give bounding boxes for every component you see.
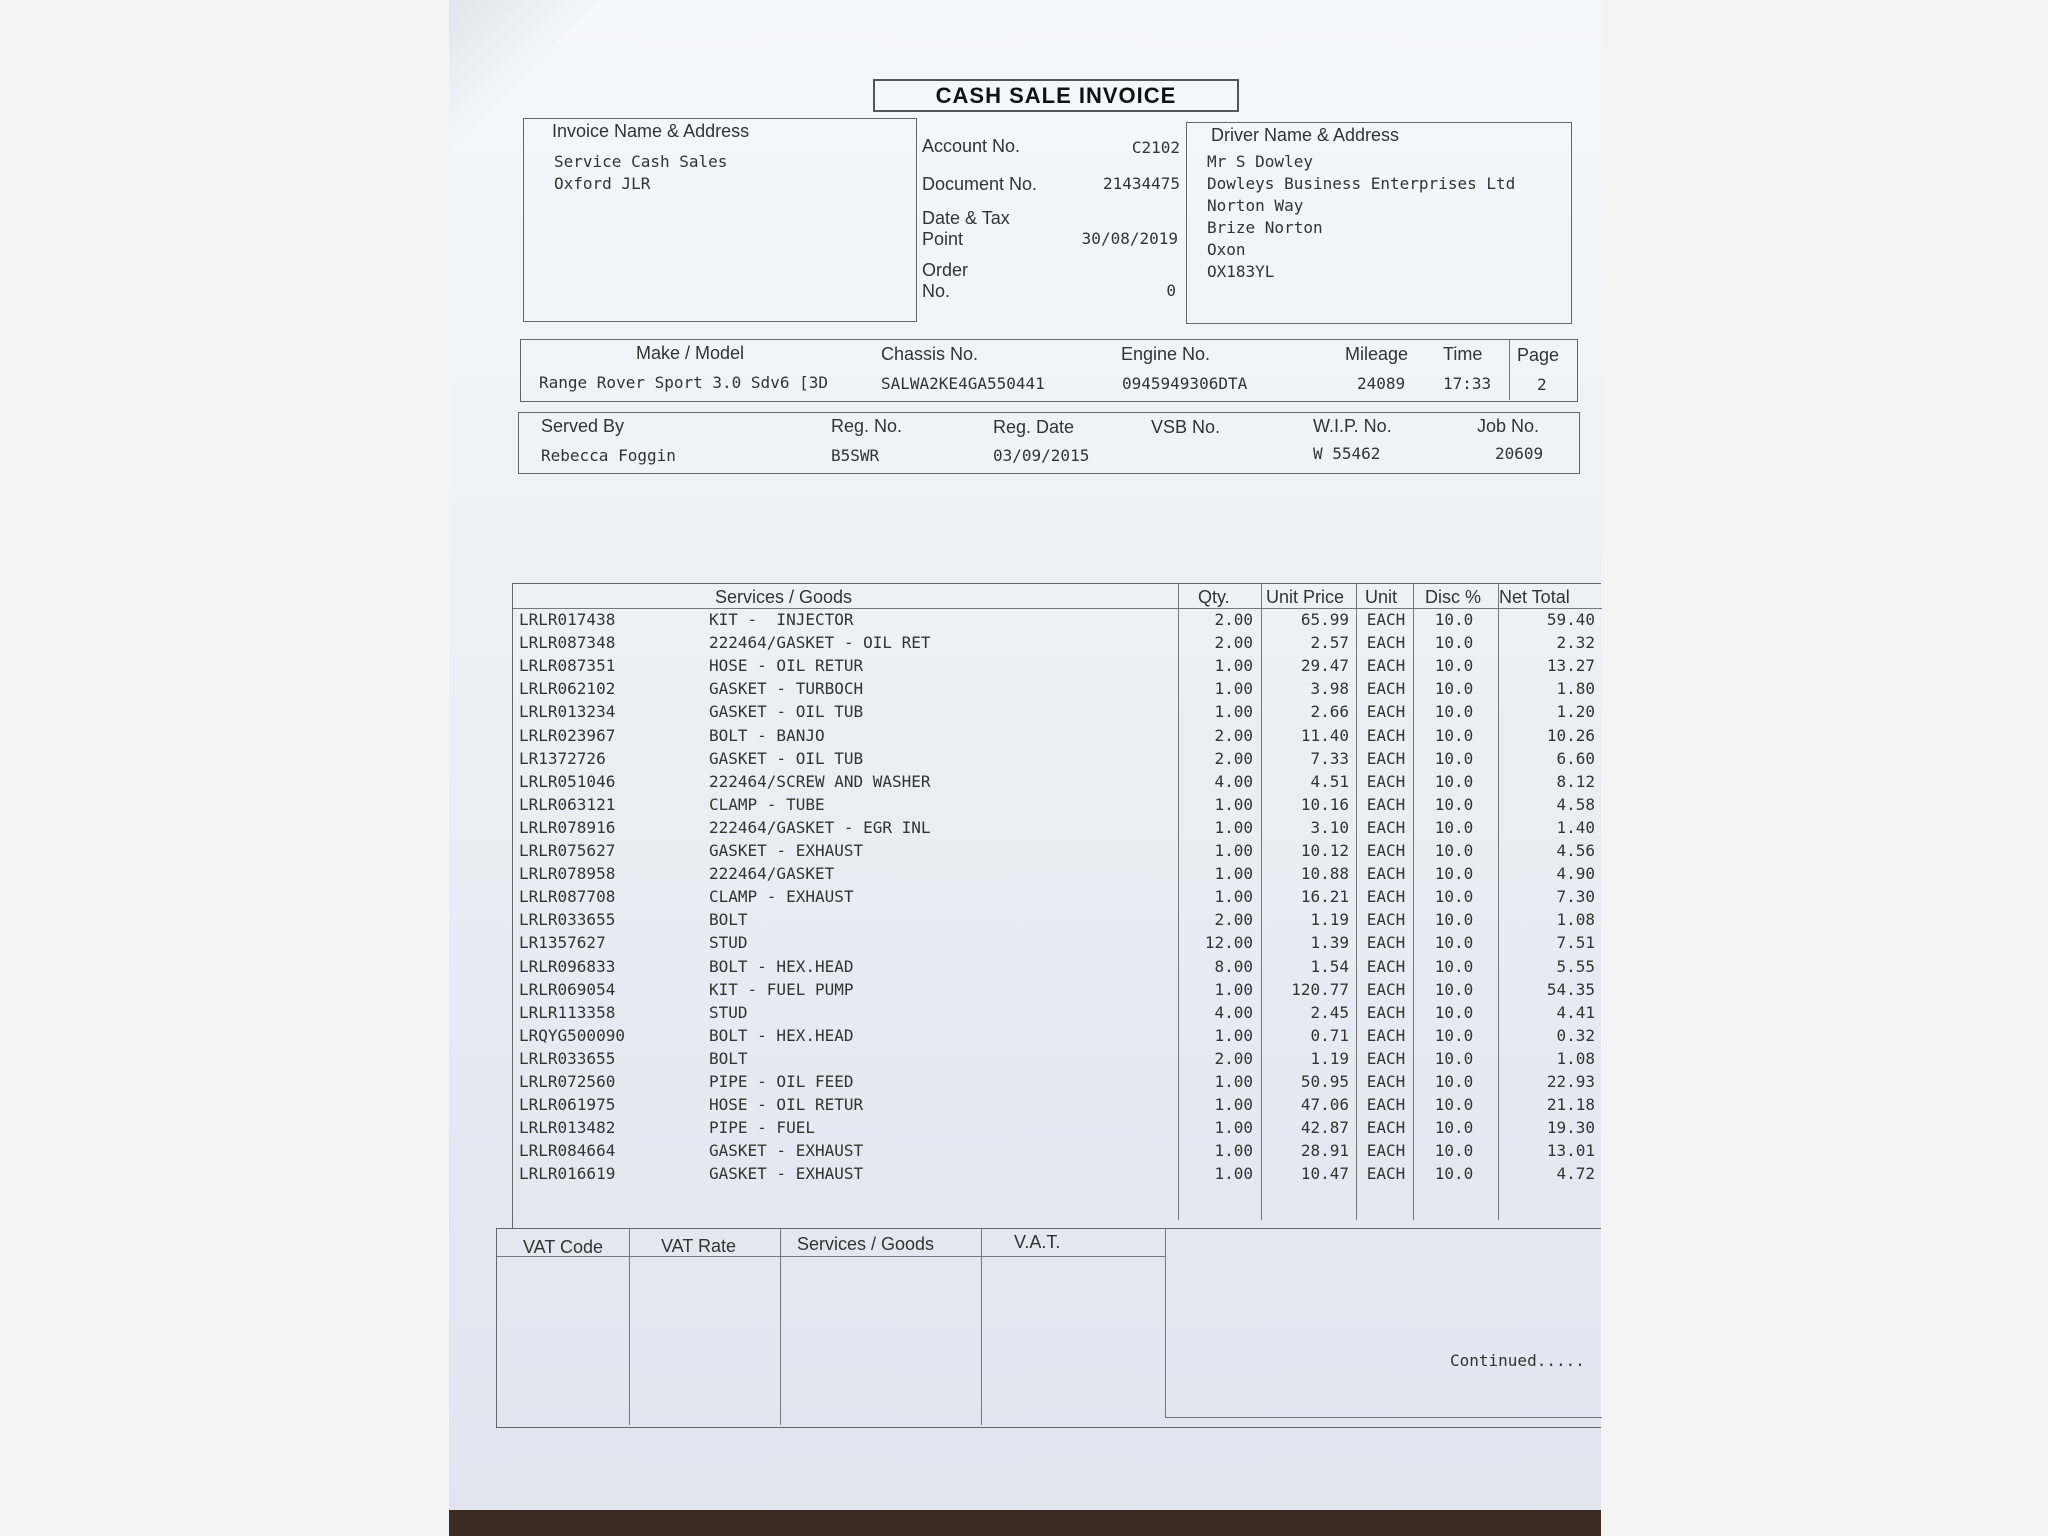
table-row [513,656,1602,679]
item-net: 0.32 [1556,1025,1595,1045]
item-price: 42.87 [1300,1118,1349,1138]
item-disc: 10.0 [1434,1141,1474,1161]
item-qty: 2.00 [1214,610,1253,629]
col-services-goods: Services / Goods [715,587,853,607]
vat-code-header: VAT Code [523,1237,604,1257]
engine-no: 0945949306DTA [1122,374,1248,393]
item-qty: 1.00 [1214,794,1253,814]
mileage: 24089 [1357,374,1406,393]
col-disc: Disc % [1425,587,1482,607]
driver-address-box [1186,122,1572,324]
reg-no-label: Reg. No. [831,416,903,436]
reg-date-label: Reg. Date [993,417,1075,437]
item-unit: EACH [1366,817,1406,837]
item-net: 10.26 [1546,725,1595,745]
item-qty: 1.00 [1214,979,1253,999]
item-disc: 10.0 [1434,1048,1474,1068]
item-desc: GASKET - TURBOCH [709,679,864,699]
item-desc: PIPE - OIL FEED [709,1072,854,1091]
item-unit: EACH [1366,1141,1406,1161]
item-unit: EACH [1366,1072,1406,1091]
page-no: 2 [1537,375,1547,394]
item-net: 4.90 [1556,864,1595,884]
table-row [513,702,1602,725]
item-unit: EACH [1366,1164,1406,1184]
item-desc: GASKET - EXHAUST [709,841,864,860]
item-qty: 1.00 [1214,841,1253,860]
item-disc: 10.0 [1434,794,1474,814]
item-net: 8.12 [1556,771,1595,791]
chassis-label: Chassis No. [881,344,979,364]
item-price: 1.39 [1310,933,1349,953]
driver-address-line: Mr S Dowley [1207,152,1313,171]
item-net: 5.55 [1556,956,1595,976]
item-price: 1.19 [1310,910,1349,930]
driver-address-line: Dowleys Business Enterprises Ltd [1207,174,1516,193]
item-disc: 10.0 [1434,933,1474,953]
item-code: LRLR069054 [519,979,616,999]
job-no: 20609 [1495,444,1544,463]
table-row [513,864,1602,887]
item-disc: 10.0 [1434,979,1474,999]
item-unit: EACH [1366,771,1406,791]
item-code: LRLR013234 [519,702,616,722]
vsb-label: VSB No. [1151,417,1221,437]
item-unit: EACH [1366,1118,1406,1138]
table-row [513,679,1602,702]
table-row [513,1164,1602,1187]
item-qty: 12.00 [1204,933,1253,953]
continued-note: Continued..... [1450,1351,1585,1370]
item-code: LRLR078958 [519,864,616,884]
item-unit: EACH [1366,679,1406,699]
item-code: LRLR063121 [519,794,616,814]
item-net: 1.40 [1556,817,1595,837]
item-net: 59.40 [1546,610,1595,629]
item-disc: 10.0 [1434,771,1474,791]
item-price: 4.51 [1310,771,1349,791]
time-label: Time [1443,344,1483,364]
col-unit-price: Unit Price [1266,587,1345,607]
item-unit: EACH [1366,979,1406,999]
item-qty: 2.00 [1214,633,1253,653]
item-net: 2.32 [1556,633,1595,653]
item-disc: 10.0 [1434,1164,1474,1184]
table-row [513,887,1602,910]
item-desc: GASKET - EXHAUST [709,1164,864,1184]
item-disc: 10.0 [1434,841,1474,860]
table-row [513,1118,1602,1141]
order-no: 0 [1166,281,1176,300]
table-row [513,772,1602,795]
table-row [513,933,1602,956]
item-price: 50.95 [1300,1072,1349,1091]
item-net: 1.08 [1556,910,1595,930]
item-price: 1.19 [1310,1048,1349,1068]
account-no: C2102 [1131,138,1180,157]
item-desc: HOSE - OIL RETUR [709,656,864,676]
wip-no: W 55462 [1313,444,1381,463]
items-table [512,583,1601,1229]
item-disc: 10.0 [1434,1002,1474,1022]
item-disc: 10.0 [1434,910,1474,930]
table-row [513,749,1602,772]
item-disc: 10.0 [1434,725,1474,745]
item-disc: 10.0 [1434,956,1474,976]
page-label: Page [1517,345,1560,365]
item-code: LRLR078916 [519,817,616,837]
item-price: 1.54 [1310,956,1349,976]
wip-label: W.I.P. No. [1313,416,1392,436]
item-qty: 4.00 [1214,1002,1253,1022]
item-desc: GASKET - OIL TUB [709,702,864,722]
table-row [513,841,1602,864]
item-net: 1.80 [1556,679,1595,699]
item-price: 3.10 [1310,817,1349,837]
table-row [513,980,1602,1003]
item-code: LRLR016619 [519,1164,616,1184]
reg-date: 03/09/2015 [993,446,1090,465]
item-desc: BOLT - HEX.HEAD [709,956,854,976]
item-desc: BOLT - BANJO [709,725,825,745]
invoice-address-heading: Invoice Name & Address [552,121,750,141]
item-unit: EACH [1366,702,1406,722]
item-disc: 10.0 [1434,679,1474,699]
item-net: 22.93 [1546,1072,1595,1091]
item-net: 4.41 [1556,1002,1595,1022]
table-row [513,610,1602,633]
driver-address-line: Brize Norton [1207,218,1323,237]
item-price: 7.33 [1310,748,1349,768]
item-price: 120.77 [1291,979,1349,999]
item-qty: 1.00 [1214,1025,1253,1045]
item-price: 10.47 [1300,1164,1349,1184]
item-price: 16.21 [1300,887,1349,907]
item-code: LRLR051046 [519,771,616,791]
item-code: LRLR087351 [519,656,616,676]
col-qty: Qty. [1198,587,1230,607]
item-price: 2.57 [1310,633,1349,653]
item-qty: 4.00 [1214,771,1253,791]
driver-address-line: Oxon [1207,240,1246,259]
item-qty: 1.00 [1214,1118,1253,1138]
table-row [513,1072,1602,1095]
item-desc: BOLT [709,1048,748,1068]
item-code: LRLR084664 [519,1141,616,1161]
table-row [513,1049,1602,1072]
item-unit: EACH [1366,910,1406,930]
item-code: LRLR075627 [519,841,616,860]
item-qty: 1.00 [1214,1141,1253,1161]
served-by: Rebecca Foggin [541,446,676,465]
col-unit: Unit [1365,587,1398,607]
item-qty: 2.00 [1214,748,1253,768]
item-net: 19.30 [1546,1118,1595,1138]
table-row [513,726,1602,749]
item-code: LRLR033655 [519,1048,616,1068]
item-desc: STUD [709,1002,748,1022]
order-label-no: No. [922,281,951,301]
item-unit: EACH [1366,864,1406,884]
item-qty: 1.00 [1214,1164,1253,1184]
item-unit: EACH [1366,794,1406,814]
item-desc: CLAMP - EXHAUST [709,887,854,907]
item-desc: 222464/GASKET [709,864,835,884]
vat-rate-header: VAT Rate [661,1236,737,1256]
item-unit: EACH [1366,956,1406,976]
chassis-no: SALWA2KE4GA550441 [881,374,1045,393]
served-by-label: Served By [541,416,625,436]
mileage-label: Mileage [1345,344,1409,364]
background-bottom [449,1510,1601,1536]
vat-amount-header: V.A.T. [1014,1232,1061,1252]
item-code: LRLR023967 [519,725,616,745]
document-no: 21434475 [1102,174,1180,193]
item-qty: 1.00 [1214,679,1253,699]
item-price: 47.06 [1300,1095,1349,1115]
item-net: 6.60 [1556,748,1595,768]
item-desc: KIT - FUEL PUMP [709,979,854,999]
item-desc: CLAMP - TUBE [709,794,825,814]
item-net: 7.30 [1556,887,1595,907]
driver-address-line: OX183YL [1207,262,1275,281]
item-unit: EACH [1366,633,1406,653]
table-row [513,795,1602,818]
item-price: 10.88 [1300,864,1349,884]
item-net: 1.20 [1556,702,1595,722]
item-disc: 10.0 [1434,1095,1474,1115]
item-desc: BOLT - HEX.HEAD [709,1025,854,1045]
item-desc: 222464/SCREW AND WASHER [709,771,931,791]
item-desc: KIT - INJECTOR [709,610,854,629]
item-desc: HOSE - OIL RETUR [709,1095,864,1115]
invoice-address-line: Oxford JLR [554,174,651,193]
item-qty: 1.00 [1214,887,1253,907]
item-disc: 10.0 [1434,864,1474,884]
item-code: LR1357627 [519,933,606,953]
item-disc: 10.0 [1434,633,1474,653]
item-net: 4.58 [1556,794,1595,814]
engine-label: Engine No. [1121,344,1211,364]
table-row [513,1026,1602,1049]
item-desc: 222464/GASKET - EGR INL [709,817,931,837]
item-code: LRLR072560 [519,1072,616,1091]
item-code: LRLR061975 [519,1095,616,1115]
item-qty: 2.00 [1214,1048,1253,1068]
date-label-point: Point [922,229,964,249]
vehicle-details-box [520,339,1578,402]
item-desc: GASKET - OIL TUB [709,748,864,768]
item-unit: EACH [1366,748,1406,768]
account-details [920,130,1180,310]
item-disc: 10.0 [1434,1072,1474,1091]
item-unit: EACH [1366,610,1406,629]
item-code: LRLR087708 [519,887,616,907]
table-row [513,1003,1602,1026]
reg-no: B5SWR [831,446,880,465]
time: 17:33 [1443,374,1492,393]
item-desc: PIPE - FUEL [709,1118,815,1138]
item-rows [513,610,1602,1210]
item-desc: STUD [709,933,748,953]
item-net: 54.35 [1546,979,1595,999]
date-label: Date & Tax [922,208,1010,228]
document-no-label: Document No. [922,174,1038,194]
item-net: 4.56 [1556,841,1595,860]
item-unit: EACH [1366,841,1406,860]
driver-address-heading: Driver Name & Address [1211,125,1400,145]
item-disc: 10.0 [1434,887,1474,907]
item-qty: 1.00 [1214,1072,1253,1091]
item-price: 65.99 [1300,610,1349,629]
item-unit: EACH [1366,1025,1406,1045]
item-unit: EACH [1366,725,1406,745]
item-unit: EACH [1366,1002,1406,1022]
item-unit: EACH [1366,1095,1406,1115]
item-code: LRLR096833 [519,956,616,976]
item-net: 4.72 [1556,1164,1595,1184]
item-price: 11.40 [1300,725,1349,745]
item-qty: 8.00 [1214,956,1253,976]
item-code: LRQYG500090 [519,1025,625,1045]
item-price: 0.71 [1310,1025,1349,1045]
item-disc: 10.0 [1434,1118,1474,1138]
item-price: 2.45 [1310,1002,1349,1022]
item-qty: 1.00 [1214,864,1253,884]
tax-point-date: 30/08/2019 [1081,229,1178,248]
table-row [513,818,1602,841]
item-unit: EACH [1366,656,1406,676]
item-price: 28.91 [1300,1141,1349,1161]
item-net: 1.08 [1556,1048,1595,1068]
item-desc: 222464/GASKET - OIL RET [709,633,931,653]
item-desc: GASKET - EXHAUST [709,1141,864,1161]
item-code: LRLR013482 [519,1118,616,1138]
item-price: 2.66 [1310,702,1349,722]
item-net: 13.01 [1546,1141,1595,1161]
item-code: LRLR087348 [519,633,616,653]
item-code: LRLR113358 [519,1002,616,1022]
item-desc: BOLT [709,910,748,930]
item-net: 13.27 [1546,656,1595,676]
table-row [513,1095,1602,1118]
order-label: Order [922,260,969,280]
service-details-box [518,412,1580,474]
item-unit: EACH [1366,887,1406,907]
account-no-label: Account No. [922,136,1021,156]
invoice-title: CASH SALE INVOICE [873,79,1239,112]
make-model: Range Rover Sport 3.0 Sdv6 [3D [539,373,828,392]
item-disc: 10.0 [1434,656,1474,676]
invoice-address-line: Service Cash Sales [554,152,728,171]
col-net-total: Net Total [1499,587,1570,607]
table-row [513,910,1602,933]
invoice-address-box [523,118,917,322]
item-net: 21.18 [1546,1095,1595,1115]
driver-address-line: Norton Way [1207,196,1304,215]
item-unit: EACH [1366,1048,1406,1068]
item-disc: 10.0 [1434,748,1474,768]
table-row [513,633,1602,656]
item-qty: 2.00 [1214,910,1253,930]
item-qty: 1.00 [1214,1095,1253,1115]
vat-summary [496,1228,1601,1428]
item-code: LRLR017438 [519,610,616,629]
item-code: LRLR062102 [519,679,616,699]
table-row [513,957,1602,980]
item-qty: 2.00 [1214,725,1253,745]
item-code: LR1372726 [519,748,606,768]
item-code: LRLR033655 [519,910,616,930]
item-qty: 1.00 [1214,702,1253,722]
table-row [513,1141,1602,1164]
item-disc: 10.0 [1434,1025,1474,1045]
item-disc: 10.0 [1434,817,1474,837]
item-price: 10.16 [1300,794,1349,814]
vat-services-header: Services / Goods [797,1234,935,1254]
item-qty: 1.00 [1214,656,1253,676]
item-price: 3.98 [1310,679,1349,699]
item-disc: 10.0 [1434,610,1474,629]
make-model-label: Make / Model [636,343,745,363]
item-net: 7.51 [1556,933,1595,953]
item-disc: 10.0 [1434,702,1474,722]
item-price: 10.12 [1300,841,1349,860]
item-price: 29.47 [1300,656,1349,676]
job-label: Job No. [1477,416,1540,436]
item-unit: EACH [1366,933,1406,953]
item-qty: 1.00 [1214,817,1253,837]
